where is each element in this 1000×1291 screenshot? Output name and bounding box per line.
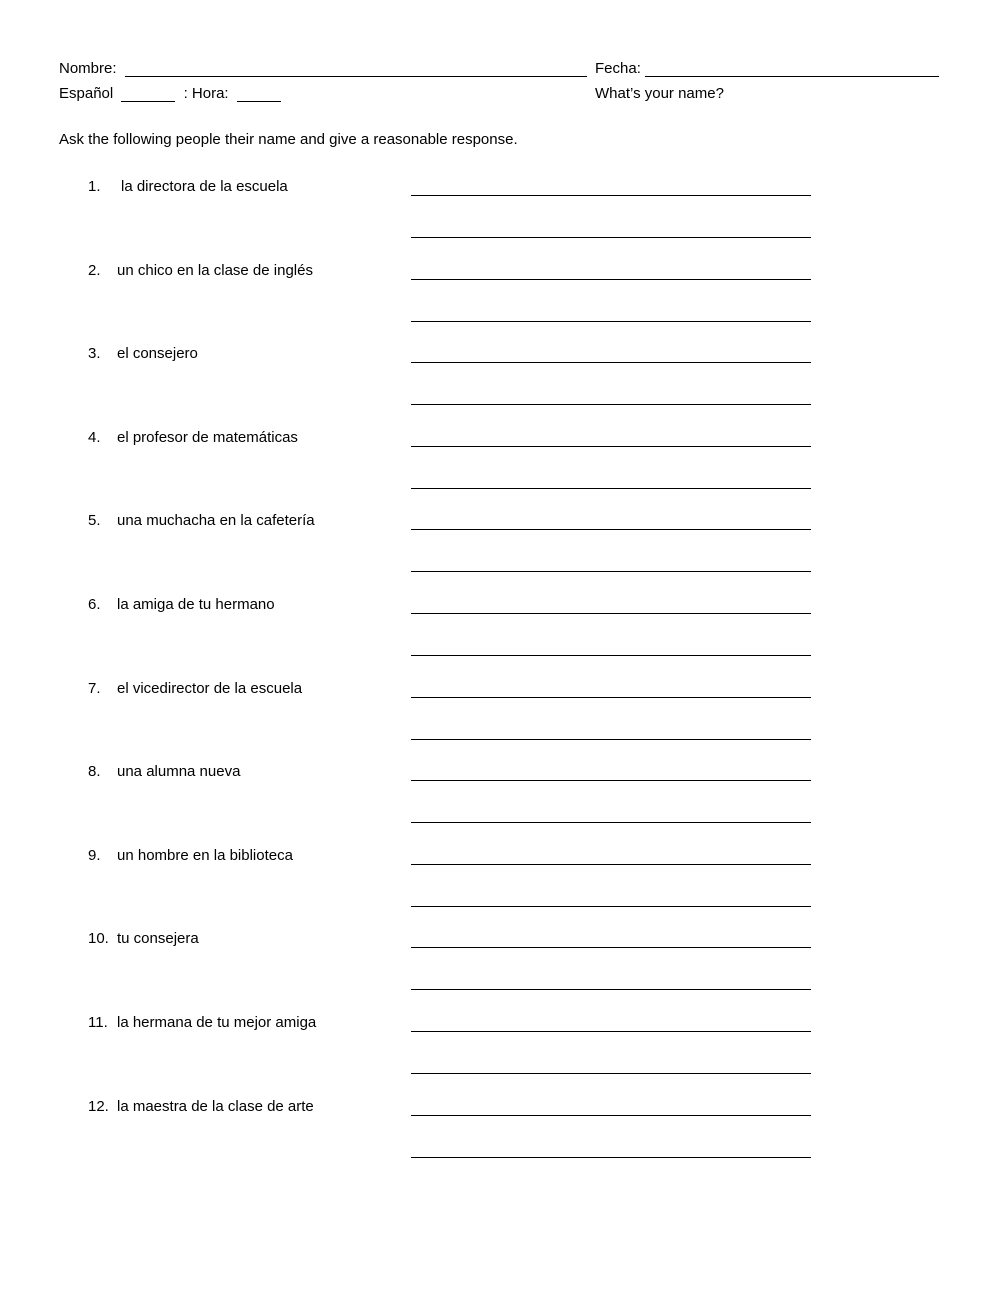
answer-line[interactable] bbox=[411, 739, 811, 740]
item-number: 12. bbox=[88, 1098, 109, 1115]
answer-line[interactable] bbox=[411, 864, 811, 865]
answer-line[interactable] bbox=[411, 655, 811, 656]
answer-line[interactable] bbox=[411, 404, 811, 405]
item-prompt: el vicedirector de la escuela bbox=[117, 680, 303, 697]
answer-line[interactable] bbox=[411, 237, 811, 238]
item-prompt: una alumna nueva bbox=[117, 763, 241, 780]
item-number: 3. bbox=[88, 345, 101, 362]
item-number: 5. bbox=[88, 512, 101, 529]
espanol-label: Español bbox=[59, 85, 114, 102]
answer-line[interactable] bbox=[411, 780, 811, 781]
answer-line[interactable] bbox=[411, 529, 811, 530]
answer-line[interactable] bbox=[411, 1031, 811, 1032]
answer-line[interactable] bbox=[411, 321, 811, 322]
item-prompt: el consejero bbox=[117, 345, 198, 362]
answer-line[interactable] bbox=[411, 1157, 811, 1158]
espanol-row bbox=[59, 85, 281, 102]
item-prompt: el profesor de matemáticas bbox=[117, 429, 298, 446]
item-number: 10. bbox=[88, 930, 109, 947]
item-number: 11. bbox=[88, 1014, 108, 1031]
answer-line[interactable] bbox=[411, 571, 811, 572]
item-prompt: la directora de la escuela bbox=[121, 178, 288, 195]
item-number: 1. bbox=[88, 178, 101, 195]
fecha-field[interactable] bbox=[645, 62, 939, 77]
answer-line[interactable] bbox=[411, 279, 811, 280]
item-number: 6. bbox=[88, 596, 101, 613]
answer-line[interactable] bbox=[411, 1073, 811, 1074]
answer-line[interactable] bbox=[411, 446, 811, 447]
nombre-row bbox=[59, 60, 587, 77]
hora-field[interactable] bbox=[237, 87, 281, 102]
nombre-label: Nombre: bbox=[59, 60, 117, 77]
answer-line[interactable] bbox=[411, 1115, 811, 1116]
item-number: 7. bbox=[88, 680, 101, 697]
nombre-field[interactable] bbox=[125, 62, 587, 77]
item-prompt: la hermana de tu mejor amiga bbox=[117, 1014, 317, 1031]
item-number: 2. bbox=[88, 262, 101, 279]
item-prompt: la maestra de la clase de arte bbox=[117, 1098, 314, 1115]
item-number: 4. bbox=[88, 429, 101, 446]
hora-label: : Hora: bbox=[183, 85, 229, 102]
item-number: 9. bbox=[88, 847, 101, 864]
answer-line[interactable] bbox=[411, 947, 811, 948]
item-prompt: un chico en la clase de inglés bbox=[117, 262, 313, 279]
answer-line[interactable] bbox=[411, 195, 811, 196]
item-prompt: tu consejera bbox=[117, 930, 199, 947]
item-prompt: una muchacha en la cafetería bbox=[117, 512, 315, 529]
answer-line[interactable] bbox=[411, 488, 811, 489]
answer-line[interactable] bbox=[411, 697, 811, 698]
item-prompt: un hombre en la biblioteca bbox=[117, 847, 293, 864]
item-prompt: la amiga de tu hermano bbox=[117, 596, 275, 613]
fecha-label: Fecha: bbox=[595, 60, 641, 77]
worksheet-subtitle: What’s your name? bbox=[595, 85, 724, 102]
answer-line[interactable] bbox=[411, 613, 811, 614]
instructions: Ask the following people their name and give a reasonable response. bbox=[59, 131, 518, 148]
fecha-row bbox=[595, 60, 939, 77]
espanol-period-field[interactable] bbox=[121, 87, 175, 102]
answer-line[interactable] bbox=[411, 906, 811, 907]
answer-line[interactable] bbox=[411, 362, 811, 363]
item-number: 8. bbox=[88, 763, 101, 780]
answer-line[interactable] bbox=[411, 822, 811, 823]
answer-line[interactable] bbox=[411, 989, 811, 990]
